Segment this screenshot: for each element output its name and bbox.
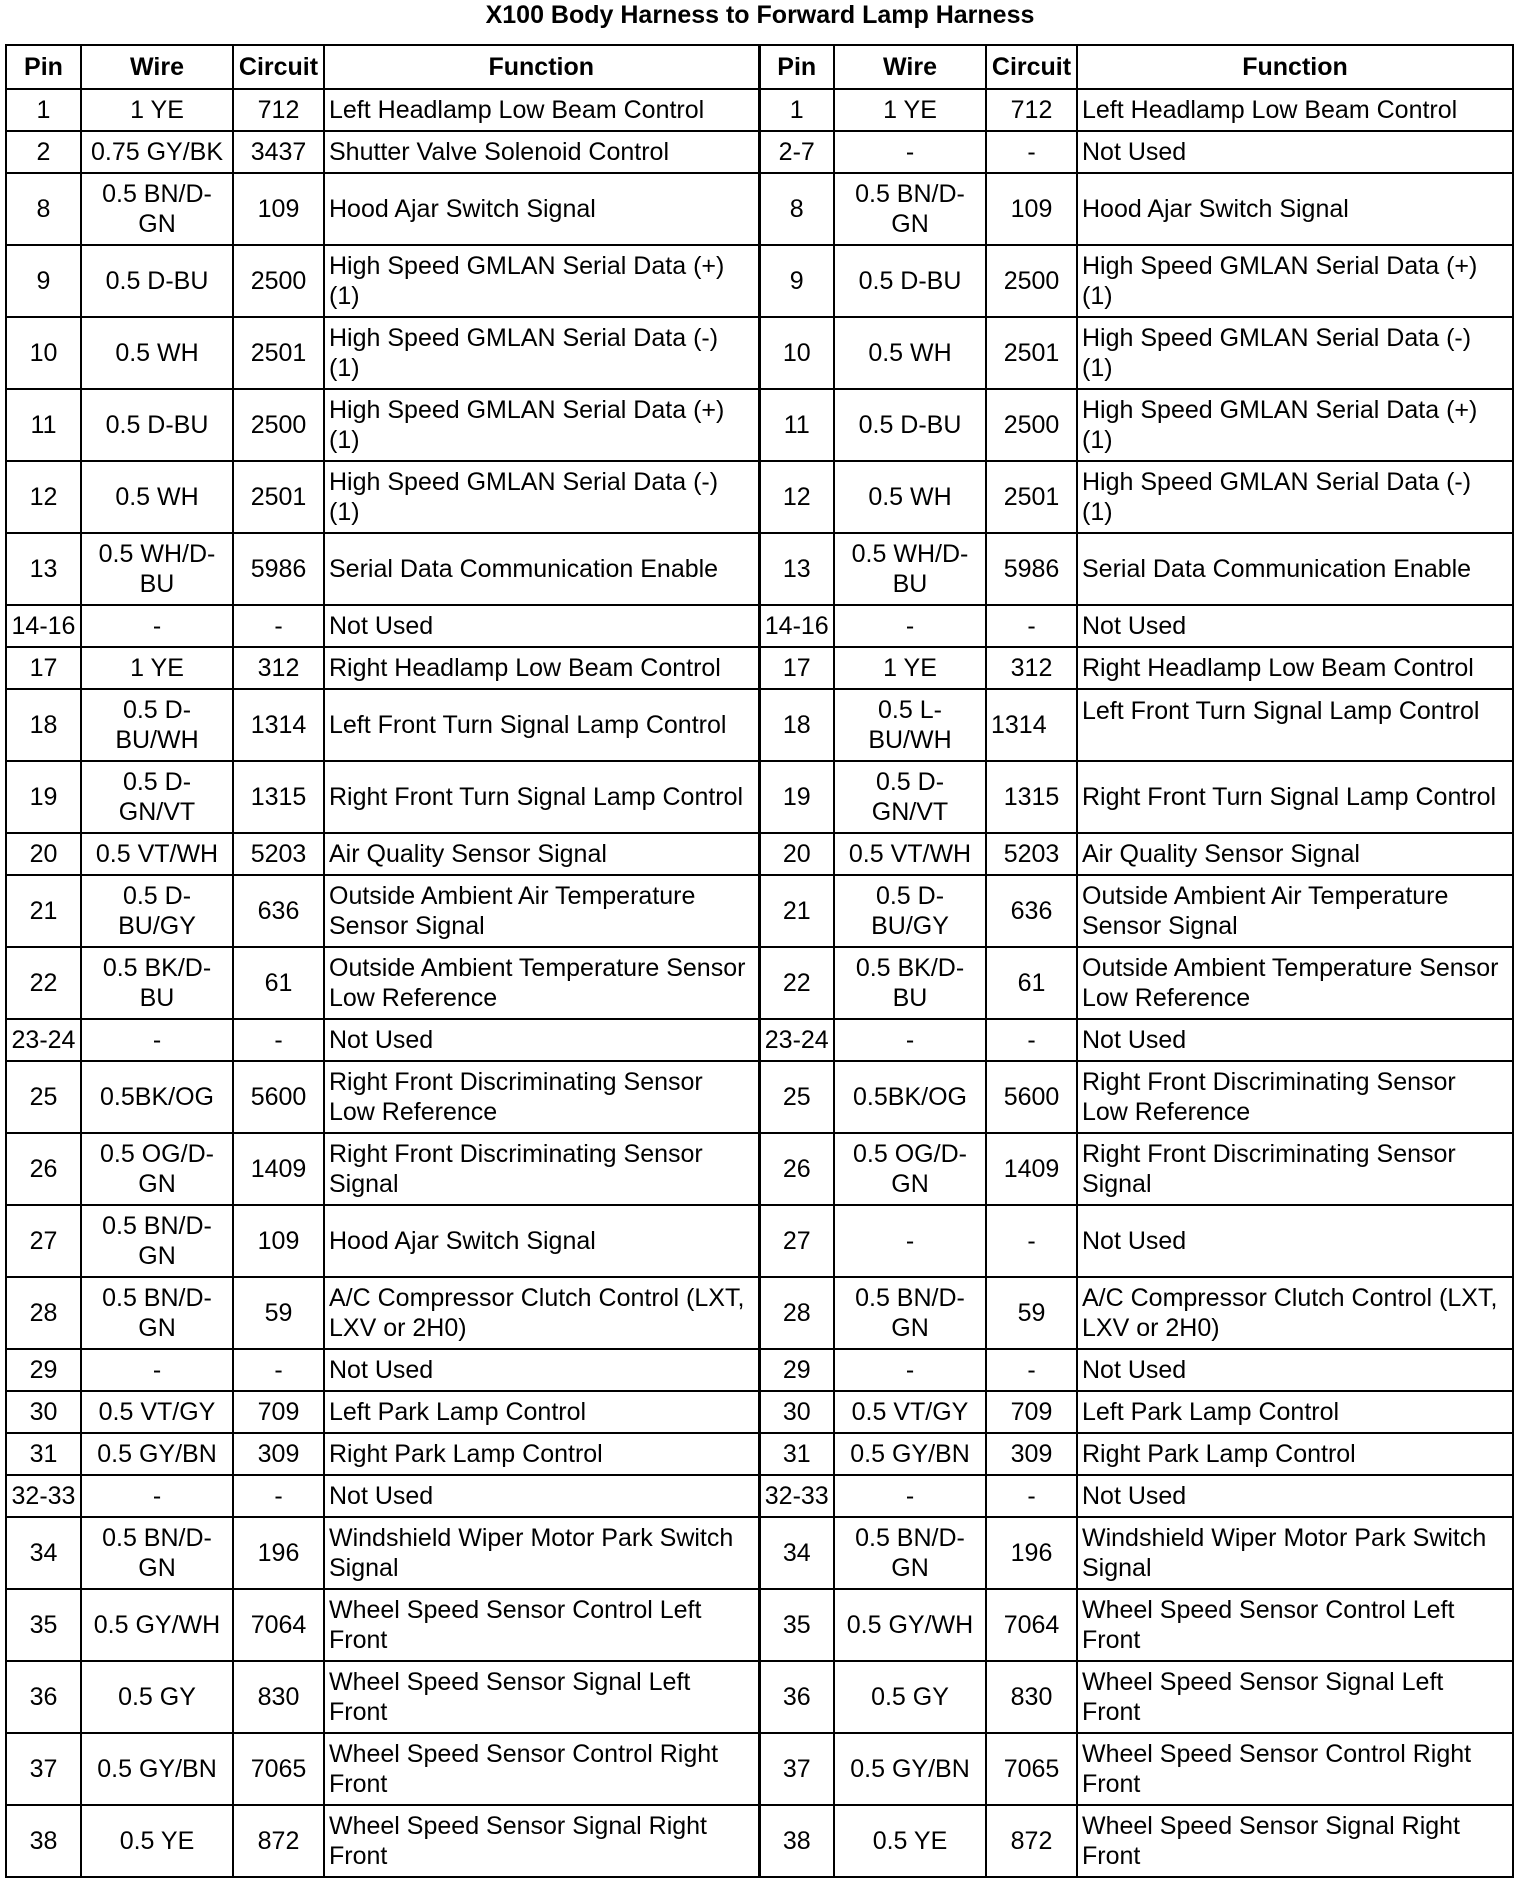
left-pin-cell: 1 — [6, 89, 81, 131]
left-wire-cell: 0.5 D-BU/WH — [81, 689, 233, 761]
right-function-cell: High Speed GMLAN Serial Data (-) (1) — [1077, 317, 1513, 389]
right-function-cell: Wheel Speed Sensor Signal Left Front — [1077, 1661, 1513, 1733]
right-wire-cell: 0.5 OG/D-GN — [834, 1133, 986, 1205]
left-pin-cell: 17 — [6, 647, 81, 689]
table-row — [6, 461, 1513, 533]
table-row — [6, 1349, 1513, 1391]
header-row — [6, 45, 1513, 89]
left-pin-cell: 10 — [6, 317, 81, 389]
right-circuit-cell: 830 — [986, 1661, 1077, 1733]
right-wire-cell: 0.5 BK/D-BU — [834, 947, 986, 1019]
right-pin-cell: 30 — [759, 1391, 834, 1433]
left-function-cell: Wheel Speed Sensor Control Left Front — [324, 1589, 759, 1661]
left-wire-cell: 0.5 BK/D-BU — [81, 947, 233, 1019]
left-pin-cell: 18 — [6, 689, 81, 761]
left-function-cell: Hood Ajar Switch Signal — [324, 1205, 759, 1277]
left-circuit-cell: 636 — [233, 875, 324, 947]
left-function-cell: A/C Compressor Clutch Control (LXT, LXV or 2H0) — [324, 1277, 759, 1349]
right-wire-cell: - — [834, 1205, 986, 1277]
left-circuit-cell: 5986 — [233, 533, 324, 605]
right-wire-cell: 0.5 GY/BN — [834, 1733, 986, 1805]
left-circuit-cell: 1315 — [233, 761, 324, 833]
table-row — [6, 89, 1513, 131]
left-circuit-cell: 712 — [233, 89, 324, 131]
left-function-cell: Not Used — [324, 1475, 759, 1517]
left-pin-cell: 36 — [6, 1661, 81, 1733]
right-pin-cell: 9 — [759, 245, 834, 317]
left-circuit-cell: 2500 — [233, 245, 324, 317]
right-wire-cell: 0.5 D-BU — [834, 389, 986, 461]
right-pin-cell: 1 — [759, 89, 834, 131]
right-wire-cell: 0.5 VT/GY — [834, 1391, 986, 1433]
left-function-cell: Right Park Lamp Control — [324, 1433, 759, 1475]
left-function-cell: High Speed GMLAN Serial Data (+) (1) — [324, 389, 759, 461]
table-row — [6, 1061, 1513, 1133]
left-circuit-cell: 2500 — [233, 389, 324, 461]
left-function-cell: Right Front Discriminating Sensor Signal — [324, 1133, 759, 1205]
right-circuit-cell: 7065 — [986, 1733, 1077, 1805]
left-function-cell: Windshield Wiper Motor Park Switch Signal — [324, 1517, 759, 1589]
left-circuit-cell: 309 — [233, 1433, 324, 1475]
left-wire-cell: 0.5 BN/D-GN — [81, 1205, 233, 1277]
col-header-function: Function — [1077, 45, 1513, 89]
right-pin-cell: 21 — [759, 875, 834, 947]
table-row — [6, 131, 1513, 173]
left-pin-cell: 28 — [6, 1277, 81, 1349]
left-function-cell: High Speed GMLAN Serial Data (+) (1) — [324, 245, 759, 317]
right-circuit-cell: - — [986, 1349, 1077, 1391]
right-circuit-cell: 312 — [986, 647, 1077, 689]
right-pin-cell: 18 — [759, 689, 834, 761]
right-function-cell: High Speed GMLAN Serial Data (+) (1) — [1077, 389, 1513, 461]
right-circuit-cell: 5203 — [986, 833, 1077, 875]
right-circuit-cell: - — [986, 1205, 1077, 1277]
right-function-cell: Wheel Speed Sensor Control Left Front — [1077, 1589, 1513, 1661]
left-pin-cell: 13 — [6, 533, 81, 605]
left-function-cell: Right Headlamp Low Beam Control — [324, 647, 759, 689]
left-wire-cell: 0.5 BN/D-GN — [81, 1277, 233, 1349]
right-wire-cell: - — [834, 1475, 986, 1517]
right-pin-cell: 31 — [759, 1433, 834, 1475]
left-circuit-cell: 7065 — [233, 1733, 324, 1805]
col-header-function: Function — [324, 45, 759, 89]
left-function-cell: Right Front Discriminating Sensor Low Reference — [324, 1061, 759, 1133]
right-pin-cell: 12 — [759, 461, 834, 533]
col-header-wire: Wire — [834, 45, 986, 89]
right-wire-cell: - — [834, 1349, 986, 1391]
left-wire-cell: 0.75 GY/BK — [81, 131, 233, 173]
right-circuit-cell: 636 — [986, 875, 1077, 947]
left-pin-cell: 27 — [6, 1205, 81, 1277]
left-pin-cell: 19 — [6, 761, 81, 833]
table-row — [6, 761, 1513, 833]
left-function-cell: Right Front Turn Signal Lamp Control — [324, 761, 759, 833]
right-wire-cell: 0.5 VT/WH — [834, 833, 986, 875]
left-wire-cell: 1 YE — [81, 89, 233, 131]
right-circuit-cell: 712 — [986, 89, 1077, 131]
right-wire-cell: 0.5 D-BU — [834, 245, 986, 317]
table-row — [6, 875, 1513, 947]
right-function-cell: A/C Compressor Clutch Control (LXT, LXV or 2H0) — [1077, 1277, 1513, 1349]
right-wire-cell: 0.5 WH/D-BU — [834, 533, 986, 605]
right-pin-cell: 38 — [759, 1805, 834, 1877]
left-pin-cell: 9 — [6, 245, 81, 317]
right-pin-cell: 37 — [759, 1733, 834, 1805]
left-pin-cell: 30 — [6, 1391, 81, 1433]
table-row — [6, 1475, 1513, 1517]
table-row — [6, 947, 1513, 1019]
right-wire-cell: - — [834, 131, 986, 173]
right-wire-cell: 0.5 L-BU/WH — [834, 689, 986, 761]
right-wire-cell: 0.5 GY/BN — [834, 1433, 986, 1475]
right-circuit-cell: 61 — [986, 947, 1077, 1019]
left-function-cell: High Speed GMLAN Serial Data (-) (1) — [324, 461, 759, 533]
left-circuit-cell: 1409 — [233, 1133, 324, 1205]
left-pin-cell: 8 — [6, 173, 81, 245]
right-wire-cell: 1 YE — [834, 647, 986, 689]
right-wire-cell: 0.5 BN/D-GN — [834, 1517, 986, 1589]
right-function-cell: Left Park Lamp Control — [1077, 1391, 1513, 1433]
left-circuit-cell: 2501 — [233, 461, 324, 533]
right-pin-cell: 10 — [759, 317, 834, 389]
table-row — [6, 689, 1513, 761]
right-pin-cell: 29 — [759, 1349, 834, 1391]
left-circuit-cell: 3437 — [233, 131, 324, 173]
table-row — [6, 1589, 1513, 1661]
right-function-cell: Not Used — [1077, 1205, 1513, 1277]
left-pin-cell: 23-24 — [6, 1019, 81, 1061]
right-function-cell: Not Used — [1077, 1349, 1513, 1391]
left-function-cell: Wheel Speed Sensor Control Right Front — [324, 1733, 759, 1805]
right-circuit-cell: 59 — [986, 1277, 1077, 1349]
left-circuit-cell: 61 — [233, 947, 324, 1019]
right-function-cell: High Speed GMLAN Serial Data (-) (1) — [1077, 461, 1513, 533]
left-wire-cell: 0.5 BN/D-GN — [81, 1517, 233, 1589]
right-function-cell: Left Headlamp Low Beam Control — [1077, 89, 1513, 131]
left-pin-cell: 32-33 — [6, 1475, 81, 1517]
right-function-cell: Left Front Turn Signal Lamp Control — [1077, 689, 1513, 761]
table-row — [6, 1433, 1513, 1475]
left-wire-cell: - — [81, 605, 233, 647]
right-function-cell: Right Front Turn Signal Lamp Control — [1077, 761, 1513, 833]
right-circuit-cell: 1409 — [986, 1133, 1077, 1205]
table-row — [6, 1517, 1513, 1589]
right-pin-cell: 14-16 — [759, 605, 834, 647]
right-pin-cell: 2-7 — [759, 131, 834, 173]
right-circuit-cell: 1315 — [986, 761, 1077, 833]
right-pin-cell: 23-24 — [759, 1019, 834, 1061]
left-circuit-cell: - — [233, 1349, 324, 1391]
right-wire-cell: 0.5BK/OG — [834, 1061, 986, 1133]
right-pin-cell: 20 — [759, 833, 834, 875]
right-wire-cell: 0.5 WH — [834, 317, 986, 389]
right-pin-cell: 19 — [759, 761, 834, 833]
right-wire-cell: 0.5 D-BU/GY — [834, 875, 986, 947]
table-row — [6, 1277, 1513, 1349]
table-row — [6, 533, 1513, 605]
left-pin-cell: 20 — [6, 833, 81, 875]
left-function-cell: High Speed GMLAN Serial Data (-) (1) — [324, 317, 759, 389]
left-wire-cell: 0.5 WH/D-BU — [81, 533, 233, 605]
col-header-circuit: Circuit — [233, 45, 324, 89]
right-circuit-cell: - — [986, 605, 1077, 647]
right-circuit-cell: 2500 — [986, 389, 1077, 461]
left-wire-cell: 0.5BK/OG — [81, 1061, 233, 1133]
right-pin-cell: 28 — [759, 1277, 834, 1349]
right-pin-cell: 26 — [759, 1133, 834, 1205]
right-function-cell: Hood Ajar Switch Signal — [1077, 173, 1513, 245]
right-pin-cell: 27 — [759, 1205, 834, 1277]
right-pin-cell: 11 — [759, 389, 834, 461]
right-pin-cell: 35 — [759, 1589, 834, 1661]
left-wire-cell: 0.5 GY/BN — [81, 1733, 233, 1805]
left-function-cell: Not Used — [324, 605, 759, 647]
right-pin-cell: 36 — [759, 1661, 834, 1733]
right-pin-cell: 8 — [759, 173, 834, 245]
left-wire-cell: 0.5 GY — [81, 1661, 233, 1733]
left-circuit-cell: 109 — [233, 173, 324, 245]
right-wire-cell: - — [834, 1019, 986, 1061]
col-header-pin: Pin — [6, 45, 81, 89]
right-function-cell: Air Quality Sensor Signal — [1077, 833, 1513, 875]
left-wire-cell: - — [81, 1475, 233, 1517]
right-function-cell: Right Park Lamp Control — [1077, 1433, 1513, 1475]
left-circuit-cell: 109 — [233, 1205, 324, 1277]
right-circuit-cell: 2500 — [986, 245, 1077, 317]
left-wire-cell: 0.5 D-BU — [81, 245, 233, 317]
right-function-cell: High Speed GMLAN Serial Data (+) (1) — [1077, 245, 1513, 317]
left-pin-cell: 31 — [6, 1433, 81, 1475]
left-pin-cell: 25 — [6, 1061, 81, 1133]
left-pin-cell: 38 — [6, 1805, 81, 1877]
left-wire-cell: 0.5 D-BU/GY — [81, 875, 233, 947]
left-circuit-cell: - — [233, 1019, 324, 1061]
left-function-cell: Serial Data Communication Enable — [324, 533, 759, 605]
left-wire-cell: 0.5 D-BU — [81, 389, 233, 461]
right-circuit-cell: 7064 — [986, 1589, 1077, 1661]
left-function-cell: Left Park Lamp Control — [324, 1391, 759, 1433]
right-function-cell: Outside Ambient Temperature Sensor Low Reference — [1077, 947, 1513, 1019]
right-function-cell: Serial Data Communication Enable — [1077, 533, 1513, 605]
right-function-cell: Right Front Discriminating Sensor Signal — [1077, 1133, 1513, 1205]
table-row — [6, 1019, 1513, 1061]
left-wire-cell: - — [81, 1349, 233, 1391]
right-function-cell: Wheel Speed Sensor Signal Right Front — [1077, 1805, 1513, 1877]
table-row — [6, 173, 1513, 245]
left-pin-cell: 26 — [6, 1133, 81, 1205]
left-pin-cell: 12 — [6, 461, 81, 533]
left-wire-cell: 0.5 BN/D-GN — [81, 173, 233, 245]
left-circuit-cell: 830 — [233, 1661, 324, 1733]
left-function-cell: Shutter Valve Solenoid Control — [324, 131, 759, 173]
right-wire-cell: 0.5 BN/D-GN — [834, 1277, 986, 1349]
left-circuit-cell: 872 — [233, 1805, 324, 1877]
left-pin-cell: 29 — [6, 1349, 81, 1391]
left-circuit-cell: 196 — [233, 1517, 324, 1589]
left-function-cell: Outside Ambient Air Temperature Sensor Signal — [324, 875, 759, 947]
left-circuit-cell: - — [233, 1475, 324, 1517]
left-circuit-cell: - — [233, 605, 324, 647]
right-pin-cell: 13 — [759, 533, 834, 605]
table-row — [6, 1733, 1513, 1805]
left-wire-cell: 0.5 WH — [81, 461, 233, 533]
right-circuit-cell: 196 — [986, 1517, 1077, 1589]
left-circuit-cell: 7064 — [233, 1589, 324, 1661]
connector-pinout-table — [5, 44, 1514, 1878]
left-wire-cell: 0.5 VT/GY — [81, 1391, 233, 1433]
left-circuit-cell: 5600 — [233, 1061, 324, 1133]
table-row — [6, 833, 1513, 875]
left-circuit-cell: 312 — [233, 647, 324, 689]
table-row — [6, 647, 1513, 689]
right-circuit-cell: - — [986, 1019, 1077, 1061]
left-pin-cell: 21 — [6, 875, 81, 947]
left-circuit-cell: 709 — [233, 1391, 324, 1433]
left-circuit-cell: 1314 — [233, 689, 324, 761]
left-function-cell: Wheel Speed Sensor Signal Left Front — [324, 1661, 759, 1733]
right-function-cell: Right Front Discriminating Sensor Low Reference — [1077, 1061, 1513, 1133]
right-circuit-cell: - — [986, 131, 1077, 173]
left-function-cell: Outside Ambient Temperature Sensor Low Reference — [324, 947, 759, 1019]
right-function-cell: Windshield Wiper Motor Park Switch Signal — [1077, 1517, 1513, 1589]
left-wire-cell: 0.5 D-GN/VT — [81, 761, 233, 833]
left-pin-cell: 14-16 — [6, 605, 81, 647]
right-wire-cell: 0.5 GY/WH — [834, 1589, 986, 1661]
left-wire-cell: 0.5 GY/WH — [81, 1589, 233, 1661]
right-wire-cell: 0.5 D-GN/VT — [834, 761, 986, 833]
table-row — [6, 245, 1513, 317]
right-wire-cell: 0.5 GY — [834, 1661, 986, 1733]
right-circuit-cell: 5600 — [986, 1061, 1077, 1133]
right-function-cell: Right Headlamp Low Beam Control — [1077, 647, 1513, 689]
left-circuit-cell: 59 — [233, 1277, 324, 1349]
right-circuit-cell: 5986 — [986, 533, 1077, 605]
left-wire-cell: 0.5 GY/BN — [81, 1433, 233, 1475]
left-function-cell: Air Quality Sensor Signal — [324, 833, 759, 875]
right-pin-cell: 32-33 — [759, 1475, 834, 1517]
table-row — [6, 1205, 1513, 1277]
right-pin-cell: 17 — [759, 647, 834, 689]
right-pin-cell: 25 — [759, 1061, 834, 1133]
left-wire-cell: 0.5 VT/WH — [81, 833, 233, 875]
right-function-cell: Wheel Speed Sensor Control Right Front — [1077, 1733, 1513, 1805]
right-circuit-cell: 109 — [986, 173, 1077, 245]
table-row — [6, 317, 1513, 389]
table-row — [6, 1391, 1513, 1433]
right-circuit-cell: 1314 — [986, 689, 1077, 761]
left-pin-cell: 11 — [6, 389, 81, 461]
left-wire-cell: 0.5 YE — [81, 1805, 233, 1877]
right-function-cell: Outside Ambient Air Temperature Sensor Signal — [1077, 875, 1513, 947]
left-pin-cell: 35 — [6, 1589, 81, 1661]
right-circuit-cell: 2501 — [986, 317, 1077, 389]
left-pin-cell: 22 — [6, 947, 81, 1019]
right-circuit-cell: - — [986, 1475, 1077, 1517]
left-function-cell: Hood Ajar Switch Signal — [324, 173, 759, 245]
table-row — [6, 1805, 1513, 1877]
right-wire-cell: 0.5 YE — [834, 1805, 986, 1877]
col-header-circuit: Circuit — [986, 45, 1077, 89]
left-wire-cell: - — [81, 1019, 233, 1061]
page-title: X100 Body Harness to Forward Lamp Harness — [485, 1, 1035, 29]
left-pin-cell: 37 — [6, 1733, 81, 1805]
right-circuit-cell: 872 — [986, 1805, 1077, 1877]
left-circuit-cell: 2501 — [233, 317, 324, 389]
col-header-wire: Wire — [81, 45, 233, 89]
right-function-cell: Not Used — [1077, 1019, 1513, 1061]
left-wire-cell: 0.5 WH — [81, 317, 233, 389]
left-pin-cell: 34 — [6, 1517, 81, 1589]
left-function-cell: Wheel Speed Sensor Signal Right Front — [324, 1805, 759, 1877]
right-function-cell: Not Used — [1077, 1475, 1513, 1517]
left-function-cell: Left Headlamp Low Beam Control — [324, 89, 759, 131]
right-wire-cell: 0.5 BN/D-GN — [834, 173, 986, 245]
left-pin-cell: 2 — [6, 131, 81, 173]
left-wire-cell: 0.5 OG/D-GN — [81, 1133, 233, 1205]
col-header-pin: Pin — [759, 45, 834, 89]
right-circuit-cell: 709 — [986, 1391, 1077, 1433]
left-function-cell: Left Front Turn Signal Lamp Control — [324, 689, 759, 761]
right-function-cell: Not Used — [1077, 131, 1513, 173]
left-circuit-cell: 5203 — [233, 833, 324, 875]
right-circuit-cell: 309 — [986, 1433, 1077, 1475]
right-circuit-cell: 2501 — [986, 461, 1077, 533]
table-row — [6, 1133, 1513, 1205]
table-row — [6, 389, 1513, 461]
left-wire-cell: 1 YE — [81, 647, 233, 689]
left-function-cell: Not Used — [324, 1019, 759, 1061]
right-pin-cell: 22 — [759, 947, 834, 1019]
left-function-cell: Not Used — [324, 1349, 759, 1391]
table-row — [6, 1661, 1513, 1733]
right-function-cell: Not Used — [1077, 605, 1513, 647]
right-wire-cell: 1 YE — [834, 89, 986, 131]
table-row — [6, 605, 1513, 647]
right-wire-cell: - — [834, 605, 986, 647]
right-pin-cell: 34 — [759, 1517, 834, 1589]
right-wire-cell: 0.5 WH — [834, 461, 986, 533]
